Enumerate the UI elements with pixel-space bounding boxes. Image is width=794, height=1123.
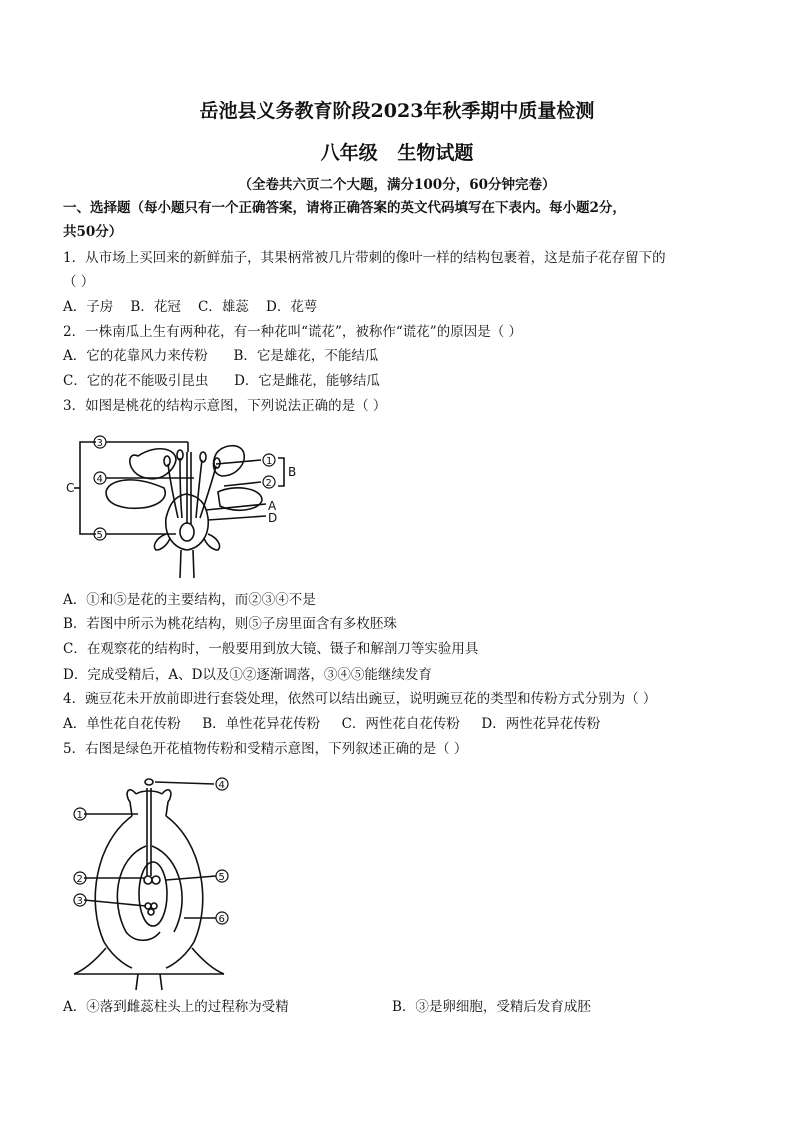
q5-option-b: B．③是卵细胞，受精后发育成胚 — [392, 999, 591, 1015]
exam-note: （全卷共六页二个大题，满分100分，60分钟完卷） — [238, 177, 556, 193]
section-heading-cont: 共50分） — [63, 224, 123, 240]
svg-text:1: 1 — [76, 810, 83, 821]
svg-text:D: D — [268, 511, 278, 525]
q1-options: A．子房 B．花冠 C．雄蕊 D．花萼 — [63, 299, 318, 315]
q4-stem: 4．豌豆花未开放前即进行套袋处理，依然可以结出豌豆，说明豌豆花的类型和传粉方式分别为（ ） — [63, 691, 657, 707]
svg-text:A: A — [268, 499, 277, 513]
q1-stem: 1．从市场上买回来的新鲜茄子，其果柄常被几片带刺的像叶一样的结构包裹着，这是茄子花存留下的 — [63, 250, 666, 266]
q3-option-b: B．若图中所示为桃花结构，则⑤子房里面含有多枚胚珠 — [63, 616, 397, 632]
q2-options-row1: A．它的花靠风力来传粉 B．它是雄花，不能结瓜 — [63, 348, 379, 364]
svg-text:2: 2 — [265, 478, 272, 489]
q3-stem: 3．如图是桃花的结构示意图，下列说法正确的是（ ） — [63, 398, 387, 414]
exam-title: 岳池县义务教育阶段2023年秋季期中质量检测 — [199, 100, 595, 122]
svg-text:3: 3 — [76, 896, 83, 907]
svg-text:2: 2 — [76, 874, 83, 885]
q2-options-row2: C．它的花不能吸引昆虫 D．它是雌花，能够结瓜 — [63, 373, 380, 389]
svg-text:B: B — [288, 465, 297, 479]
q3-option-d: D．完成受精后，A、D以及①②逐渐调落，③④⑤能继续发育 — [63, 667, 432, 683]
svg-text:4: 4 — [96, 474, 103, 485]
pollination-figure — [66, 772, 246, 992]
exam-subtitle: 八年级 生物试题 — [320, 142, 474, 164]
svg-text:C: C — [66, 481, 75, 495]
q5-stem: 5．右图是绿色开花植物传粉和受精示意图，下列叙述正确的是（ ） — [63, 741, 468, 757]
svg-text:5: 5 — [96, 530, 103, 541]
q1-stem-blank: （ ） — [63, 274, 95, 290]
peach-flower-figure — [66, 430, 306, 580]
svg-text:1: 1 — [266, 456, 273, 467]
q5-option-a: A．④落到雌蕊柱头上的过程称为受精 — [63, 999, 289, 1015]
svg-text:3: 3 — [96, 438, 103, 449]
q3-option-c: C．在观察花的结构时，一般要用到放大镜、镊子和解剖刀等实验用具 — [63, 641, 479, 657]
svg-text:4: 4 — [218, 780, 225, 791]
svg-text:5: 5 — [218, 872, 225, 883]
svg-text:6: 6 — [218, 914, 225, 925]
q3-option-a: A．①和⑤是花的主要结构，而②③④不是 — [63, 592, 316, 608]
section-heading: 一、选择题（每小题只有一个正确答案，请将正确答案的英文代码填写在下表内。每小题2分， — [63, 200, 626, 216]
q2-stem: 2．一株南瓜上生有两种花，有一种花叫“谎花”，被称作“谎花”的原因是（ ） — [63, 324, 522, 340]
q4-options: A．单性花自花传粉 B．单性花异花传粉 C．两性花自花传粉 D．两性花异花传粉 — [63, 716, 601, 732]
